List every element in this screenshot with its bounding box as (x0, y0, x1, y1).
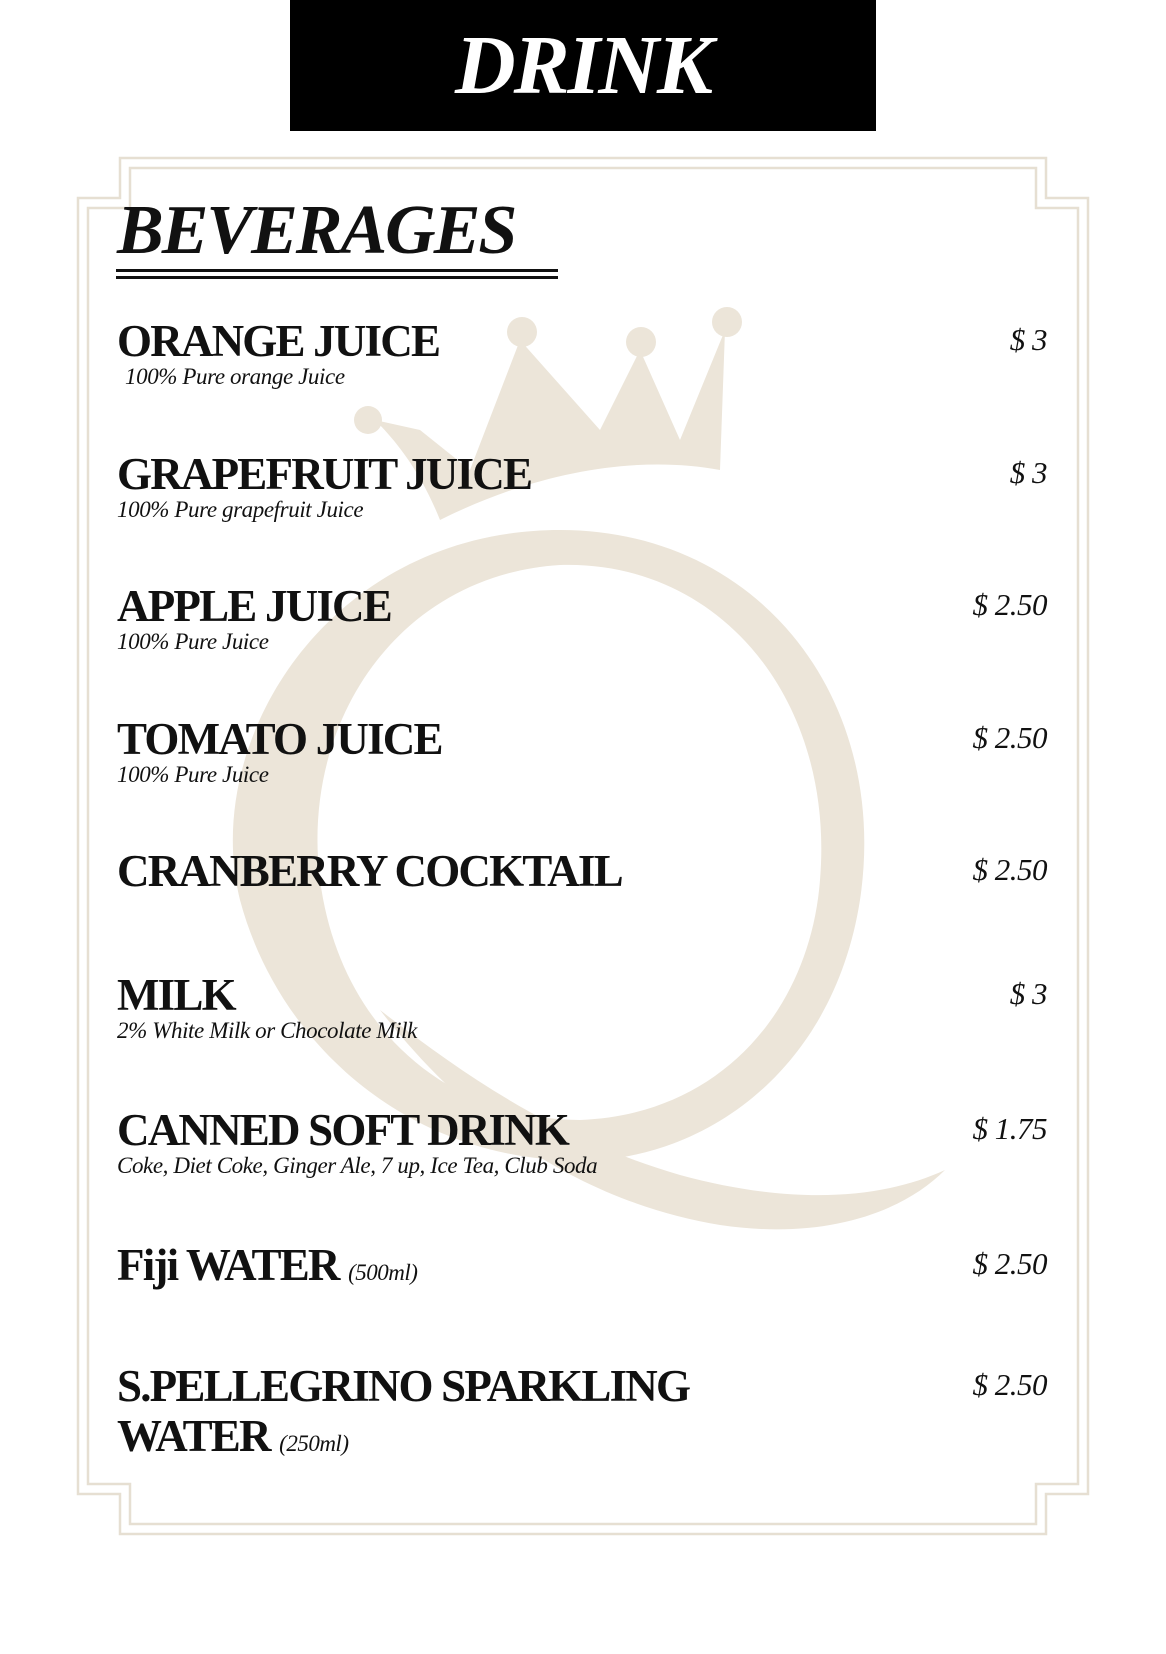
section-underline-top (116, 269, 558, 272)
menu-item-milk (117, 970, 1047, 1044)
item-description: 100% Pure Juice (117, 629, 269, 654)
item-description: 100% Pure orange Juice (125, 364, 345, 389)
item-name-text: TOMATO JUICE (117, 714, 442, 764)
item-name (117, 1361, 777, 1469)
item-name (117, 1105, 797, 1155)
item-price: $ 2.50 (972, 587, 1047, 622)
item-name-text: CRANBERRY COCKTAIL (117, 846, 622, 896)
item-price: $ 2.50 (972, 852, 1047, 887)
item-name-text: ORANGE JUICE (117, 316, 440, 366)
item-name-text: S.PELLEGRINO SPARKLING WATER (117, 1361, 690, 1461)
item-size-note: (250ml) (279, 1431, 349, 1456)
menu-item-fiji-water (117, 1240, 1047, 1298)
menu-item-tomato-juice (117, 714, 1047, 788)
item-price: $ 2.50 (972, 1367, 1047, 1402)
item-name (117, 846, 797, 896)
item-name (117, 316, 797, 366)
section-underline-bottom (116, 276, 558, 279)
menu-item-orange-juice (117, 316, 1047, 390)
menu-item-cranberry-cocktail (117, 846, 1047, 896)
item-name-text: GRAPEFRUIT JUICE (117, 449, 532, 499)
section-title: BEVERAGES (117, 192, 516, 269)
item-description: Coke, Diet Coke, Ginger Ale, 7 up, Ice Tea, Club Soda (117, 1153, 598, 1178)
item-name-text: MILK (117, 970, 235, 1020)
item-name-text: Fiji WATER (117, 1240, 339, 1290)
item-name (117, 581, 797, 631)
menu-item-san-pellegrino (117, 1361, 1047, 1469)
item-description: 100% Pure grapefruit Juice (117, 497, 364, 522)
item-description: 100% Pure Juice (117, 762, 269, 787)
item-price: $ 3 (1009, 976, 1047, 1011)
item-name (117, 449, 797, 499)
item-price: $ 3 (1009, 455, 1047, 490)
menu-item-grapefruit-juice (117, 449, 1047, 523)
menu-item-canned-soft-drink (117, 1105, 1047, 1179)
item-name (117, 970, 797, 1020)
item-price: $ 2.50 (972, 720, 1047, 755)
page-title: DRINK (454, 18, 712, 112)
item-name (117, 714, 797, 764)
item-price: $ 1.75 (972, 1111, 1047, 1146)
item-size-note: (500ml) (348, 1260, 418, 1285)
item-description: 2% White Milk or Chocolate Milk (117, 1018, 417, 1043)
item-price: $ 2.50 (972, 1246, 1047, 1281)
item-name-text: CANNED SOFT DRINK (117, 1105, 569, 1155)
menu-item-apple-juice (117, 581, 1047, 655)
item-price: $ 3 (1009, 322, 1047, 357)
header-bar (290, 0, 876, 131)
item-name-text: APPLE JUICE (117, 581, 391, 631)
item-name (117, 1240, 797, 1298)
